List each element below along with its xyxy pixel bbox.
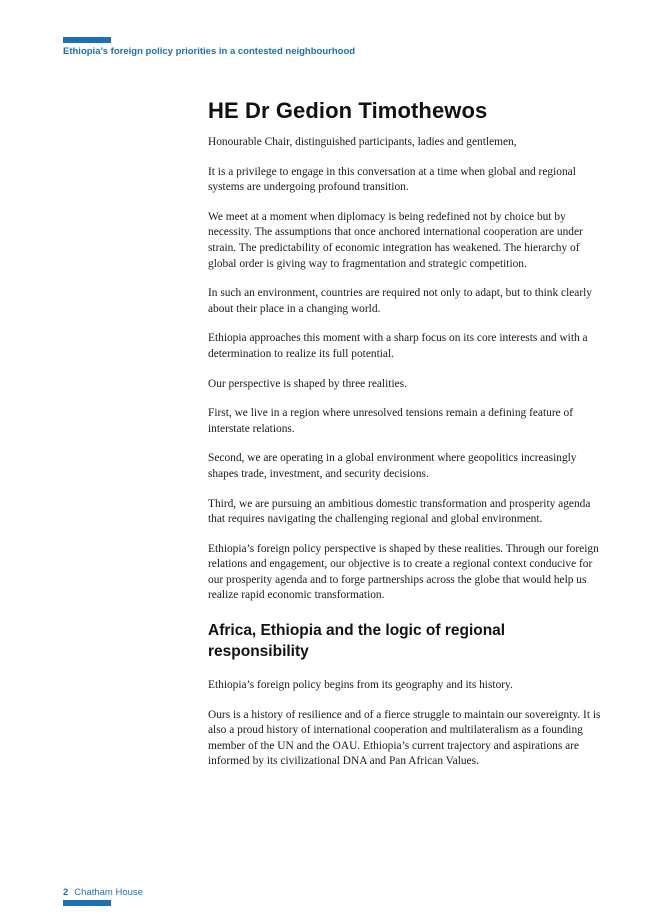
paragraph: Third, we are pursuing an ambitious domestic transformation and prosperity agenda that requires navigating the challenging regional and global environment. [208, 497, 591, 526]
top-accent-bar [63, 37, 111, 43]
paragraph: We meet at a moment when diplomacy is being redefined not by choice but by necessity. The assumptions that once anchored international cooperation are under strain. The predictability of economic integration has weakened. The hierarchy of global order is giving way to fragmentation and strategic competition. [208, 210, 583, 270]
paragraph: It is a privilege to engage in this conversation at a time when global and regional systems are undergoing profound transition. [208, 165, 576, 194]
paragraph: Ethiopia’s foreign policy perspective is shaped by these realities. Through our foreign relations and engagement, our objective is to create a regional context conducive for our prosperity agenda and to forge partnerships across the globe that would help us realize rapid economic transformation. [208, 542, 599, 602]
paragraph: Second, we are operating in a global environment where geopolitics increasingly shapes trade, investment, and security decisions. [208, 452, 577, 480]
paragraph: Ours is a history of resilience and of a fierce struggle to maintain our sovereignty. It is also a proud history of international cooperation and multilateralism as a founding member of the UN and the OAU. Ethiopia’s current trajectory and aspirations are informed by its civilizational DNA and Pan African Values. [208, 708, 601, 768]
paragraph: In such an environment, countries are required not only to adapt, but to think clearly about their place in a changing world. [208, 287, 593, 315]
paragraph: Ethiopia approaches this moment with a sharp focus on its core interests and with a determination to realize its full potential. [208, 332, 588, 360]
bottom-accent-bar [63, 900, 111, 906]
section-heading: Africa, Ethiopia and the logic of regional responsibility [208, 622, 506, 661]
publisher-name: Chatham House [74, 887, 143, 898]
paragraph: Honourable Chair, distinguished participants, ladies and gentlemen, [208, 136, 517, 148]
document-body [208, 98, 608, 784]
page-number: 2 [63, 887, 69, 898]
page-footer [63, 887, 143, 898]
running-head: Ethiopia’s foreign policy priorities in a contested neighbourhood [63, 46, 356, 57]
paragraph: Our perspective is shaped by three realities. [208, 377, 407, 390]
paragraph: First, we live in a region where unresolved tensions remain a defining feature of interstate relations. [208, 407, 574, 435]
paragraph: Ethiopia’s foreign policy begins from its geography and its history. [208, 679, 513, 692]
speaker-heading: HE Dr Gedion Timothewos [208, 98, 488, 123]
